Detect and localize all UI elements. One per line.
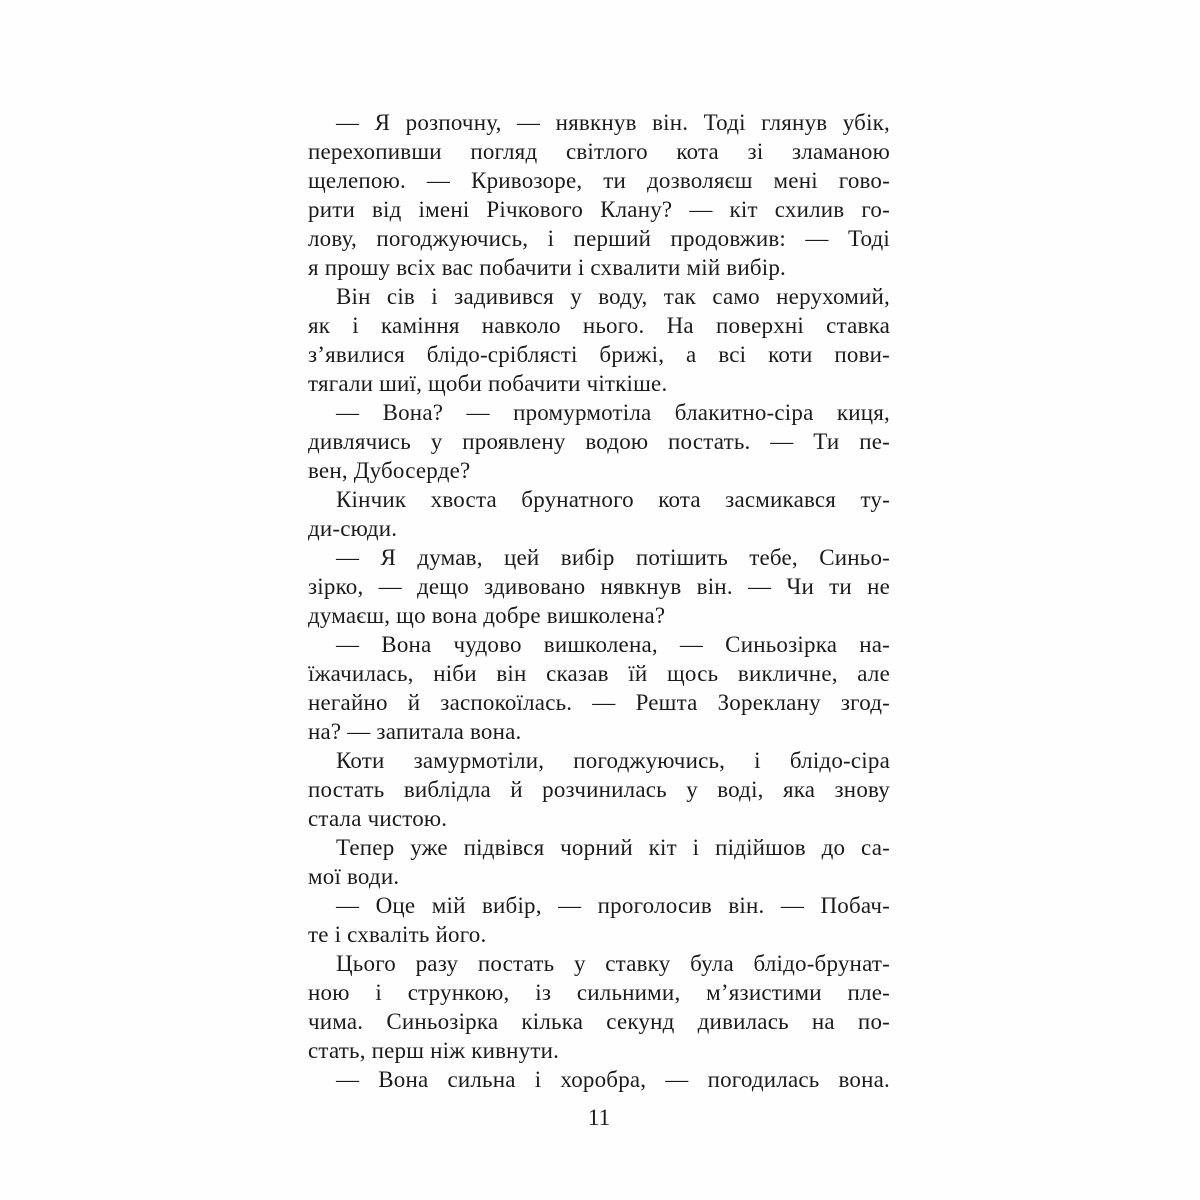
text-line: — Я думав, цей вибір потішить тебе, Синьо- — [336, 545, 890, 570]
text-line: Тепер уже підвівся чорний кіт і підійшов до са- — [336, 835, 890, 860]
text-line: Коти замурмотіли, погоджуючись, і блідо-сіра — [336, 748, 890, 773]
text-line: Він сів і задивився у воду, так само нерухомий, — [336, 284, 890, 309]
text-line: з’явилися блідо-сріблясті брижі, а всі коти пови- — [308, 342, 890, 367]
text-line: перехопивши погляд світлого кота зі зламаною — [308, 139, 890, 164]
text-line: чима. Синьозірка кілька секунд дивилась на по- — [308, 1009, 890, 1034]
text-line: стать, перш ніж кивнути. — [308, 1038, 560, 1063]
text-line: я прошу всіх вас побачити і схвалити мій вибір. — [308, 255, 787, 280]
text-line: — Оце мій вибір, — проголосив він. — Побач- — [336, 893, 890, 918]
text-line: — Вона? — промурмотіла блакитно-сіра киця, — [336, 400, 890, 425]
text-line: їжачилась, ніби він сказав їй щось викличне, але — [308, 661, 890, 686]
text-line: негайно й заспокоїлась. — Решта Зореклану згод- — [308, 690, 890, 715]
text-line: як і каміння навколо нього. На поверхні ставка — [308, 313, 890, 338]
text-line: ною і стрункою, із сильними, м’язистими пле- — [308, 980, 890, 1005]
page-number: 11 — [587, 1105, 611, 1130]
text-line: щелепою. — Кривозоре, ти дозволяєш мені гово- — [308, 168, 890, 193]
text-line: тягали шиї, щоби побачити чіткіше. — [308, 371, 668, 396]
text-line: — Вона сильна і хоробра, — погодилась вона. — [336, 1067, 890, 1092]
text-line: те і схваліть його. — [308, 922, 487, 947]
text-line: зірко, — дещо здивовано нявкнув він. — Чи ти не — [308, 574, 890, 599]
text-line: постать виблідла й розчинилась у воді, яка знову — [308, 777, 890, 802]
text-line: Кінчик хвоста брунатного кота засмикався ту- — [336, 487, 890, 512]
text-line: ди-сюди. — [308, 516, 398, 541]
text-line: дивлячись у проявлену водою постать. — Ти пе- — [308, 429, 890, 454]
text-line: лову, погоджуючись, і перший продовжив: — Тоді — [308, 226, 890, 251]
text-line: мої води. — [308, 864, 400, 889]
text-line: стала чистою. — [308, 806, 448, 831]
text-line: на? — запитала вона. — [308, 719, 522, 744]
text-line: рити від імені Річкового Клану? — кіт схилив го- — [308, 197, 890, 222]
text-line: — Я розпочну, — нявкнув він. Тоді глянув убік, — [336, 110, 890, 135]
body-text — [308, 108, 890, 1094]
text-line: — Вона чудово вишколена, — Синьозірка на- — [336, 632, 890, 657]
text-line: думаєш, що вона добре вишколена? — [308, 603, 666, 628]
text-line: вен, Дубосерде? — [308, 458, 471, 483]
text-line: Цього разу постать у ставку була блідо-брунат- — [336, 951, 890, 976]
